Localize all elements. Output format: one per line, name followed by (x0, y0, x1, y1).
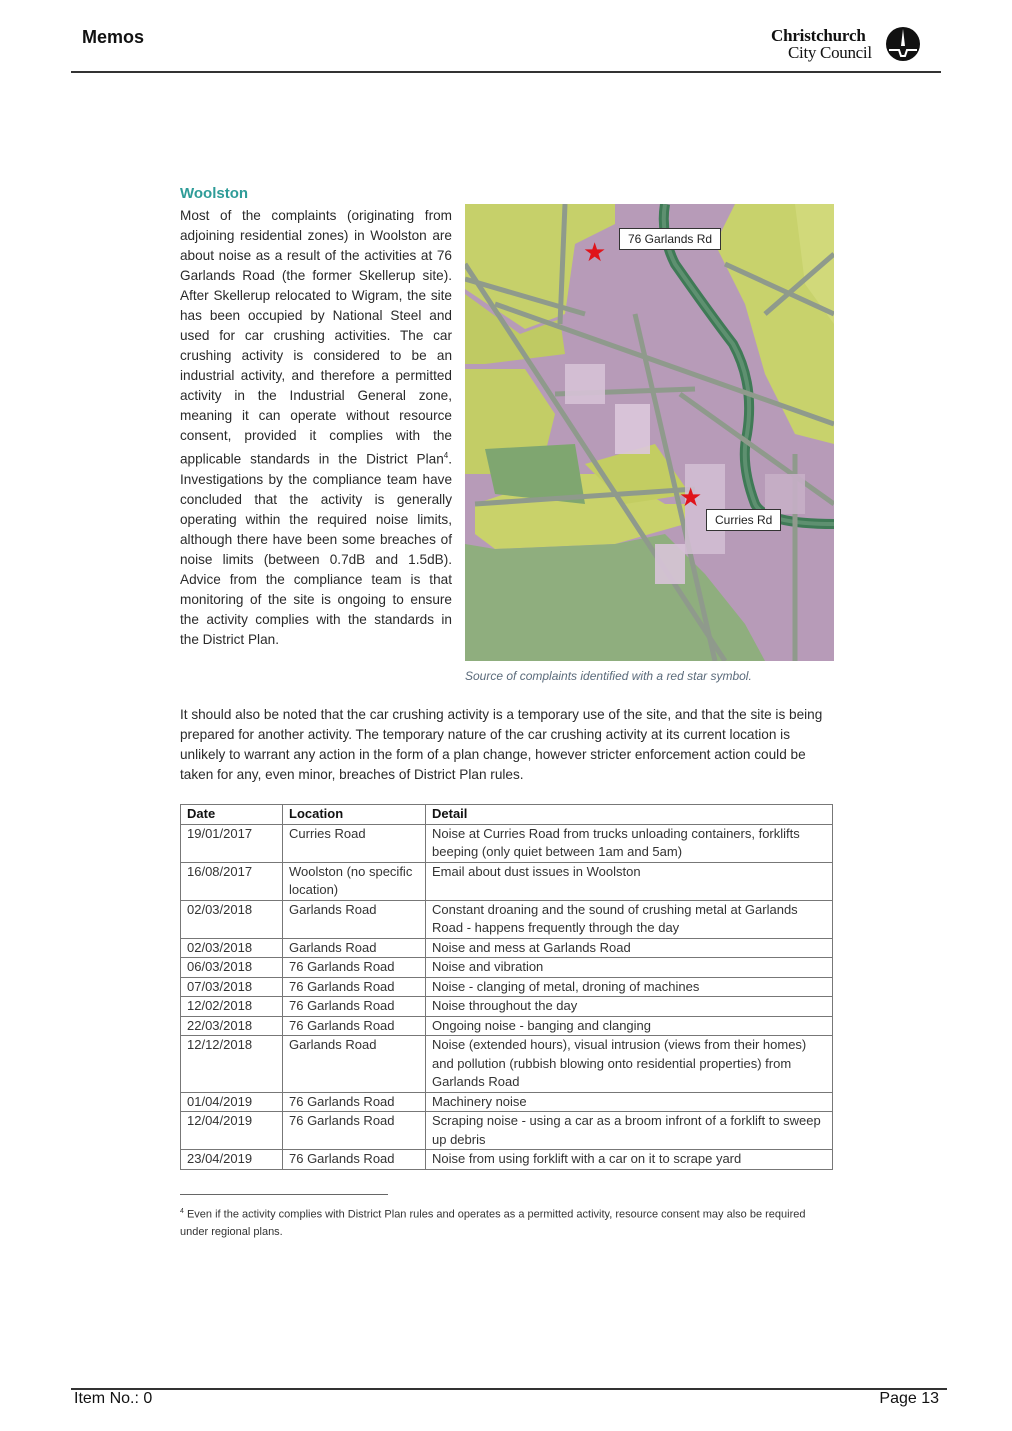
logo-line-1: Christchurch (771, 26, 866, 45)
cell-date: 23/04/2019 (181, 1150, 283, 1170)
red-star-icon: ★ (583, 237, 607, 267)
cell-location: 76 Garlands Road (283, 1112, 426, 1150)
cell-location: 76 Garlands Road (283, 1016, 426, 1036)
cell-date: 02/03/2018 (181, 938, 283, 958)
map-label-garlands: 76 Garlands Rd (619, 228, 721, 250)
cell-location: Garlands Road (283, 938, 426, 958)
cell-detail: Ongoing noise - banging and clanging (426, 1016, 833, 1036)
cell-date: 12/02/2018 (181, 997, 283, 1017)
body-text-part-2: . Investigations by the compliance team have concluded that the activity is generally operating within the required noise limits, although there have been some breaches of noise limits (between 0.7dB and 1.5dB). Advice from the compliance team is that monitoring of the site is ongoing to ensure the activity complies with the standards in the District Plan. (180, 451, 452, 647)
paragraph-temporary-use: It should also be noted that the car crushing activity is a temporary use of the site, and that the site is being prepared for another activity. The temporary nature of the car crushing activity at its current location is unlikely to warrant any action in the form of a plan change, however stricter enforcement action could be taken for any, even minor, breaches of District Plan rules. (180, 707, 823, 782)
section-body-text (180, 206, 452, 650)
cell-date: 22/03/2018 (181, 1016, 283, 1036)
footnote-marker: 4 (180, 1208, 184, 1215)
cell-date: 12/04/2019 (181, 1112, 283, 1150)
header-divider (71, 71, 941, 73)
page-number: Page 13 (879, 1390, 939, 1407)
map-caption: Source of complaints identified with a red star symbol. (465, 669, 752, 683)
footnote (180, 1203, 832, 1241)
cell-date: 01/04/2019 (181, 1092, 283, 1112)
cell-location: 76 Garlands Road (283, 1150, 426, 1170)
cell-detail: Constant droaning and the sound of crushing metal at Garlands Road - happens frequently through the day (426, 900, 833, 938)
cell-location: 76 Garlands Road (283, 958, 426, 978)
logo-line-2: City Council (788, 43, 872, 62)
document-header-title: Memos (82, 27, 145, 47)
table-row (181, 900, 833, 938)
cell-detail: Noise and vibration (426, 958, 833, 978)
cell-date: 16/08/2017 (181, 862, 283, 900)
table-row (181, 997, 833, 1017)
cell-location: 76 Garlands Road (283, 997, 426, 1017)
column-header-date: Date (181, 805, 283, 825)
section-heading: Woolston (180, 185, 249, 202)
cell-detail: Noise - clanging of metal, droning of machines (426, 977, 833, 997)
cell-date: 12/12/2018 (181, 1036, 283, 1093)
footnote-separator (180, 1194, 388, 1195)
table-row (181, 862, 833, 900)
column-header-location: Location (283, 805, 426, 825)
cell-detail: Noise at Curries Road from trucks unloading containers, forklifts beeping (only quiet between 1am and 5am) (426, 824, 833, 862)
table-row (181, 1150, 833, 1170)
column-header-detail: Detail (426, 805, 833, 825)
table-row (181, 958, 833, 978)
site-map-image (465, 204, 834, 661)
cell-location: 76 Garlands Road (283, 1092, 426, 1112)
council-logo (768, 26, 928, 66)
cell-date: 19/01/2017 (181, 824, 283, 862)
body-text-part-1: Most of the complaints (originating from adjoining residential zones) in Woolston are about noise as a result of the activities at 76 Garlands Road (the former Skellerup site). After Skellerup relocated to Wigram, the site has been occupied by National Steel and used for car crushing activities. The car crushing activity is considered to be an industrial activity, and therefore a permitted activity in the Industrial General zone, meaning it can operate without resource consent, provided it complies with the applicable standards in the District Plan (180, 208, 452, 467)
table-row (181, 1016, 833, 1036)
cell-date: 07/03/2018 (181, 977, 283, 997)
footnote-text: Even if the activity complies with District Plan rules and operates as a permitted activity, resource consent may also be required under regional plans. (180, 1208, 806, 1238)
table-row (181, 1092, 833, 1112)
cell-location: Woolston (no specific location) (283, 862, 426, 900)
table-row (181, 1036, 833, 1093)
cathedral-logo-icon (885, 26, 921, 62)
complaints-table (180, 804, 833, 1170)
cell-location: Garlands Road (283, 1036, 426, 1093)
footer-divider (71, 1388, 947, 1390)
cell-detail: Noise and mess at Garlands Road (426, 938, 833, 958)
footnote-ref[interactable]: 4 (443, 451, 449, 460)
cell-date: 06/03/2018 (181, 958, 283, 978)
cell-detail: Scraping noise - using a car as a broom infront of a forklift to sweep up debris (426, 1112, 833, 1150)
table-header-row (181, 805, 833, 825)
cell-location: 76 Garlands Road (283, 977, 426, 997)
map-graphic (465, 204, 834, 661)
cell-location: Curries Road (283, 824, 426, 862)
table-row (181, 938, 833, 958)
table-row (181, 977, 833, 997)
map-label-curries: Curries Rd (706, 509, 781, 531)
item-number: Item No.: 0 (74, 1390, 153, 1407)
cell-date: 02/03/2018 (181, 900, 283, 938)
cell-location: Garlands Road (283, 900, 426, 938)
cell-detail: Noise (extended hours), visual intrusion (views from their homes) and pollution (rubbish blowing onto residential properties) from Garlands Road (426, 1036, 833, 1093)
cell-detail: Noise from using forklift with a car on it to scrape yard (426, 1150, 833, 1170)
cell-detail: Email about dust issues in Woolston (426, 862, 833, 900)
cell-detail: Machinery noise (426, 1092, 833, 1112)
red-star-icon: ★ (679, 482, 703, 512)
table-row (181, 1112, 833, 1150)
table-row (181, 824, 833, 862)
cell-detail: Noise throughout the day (426, 997, 833, 1017)
